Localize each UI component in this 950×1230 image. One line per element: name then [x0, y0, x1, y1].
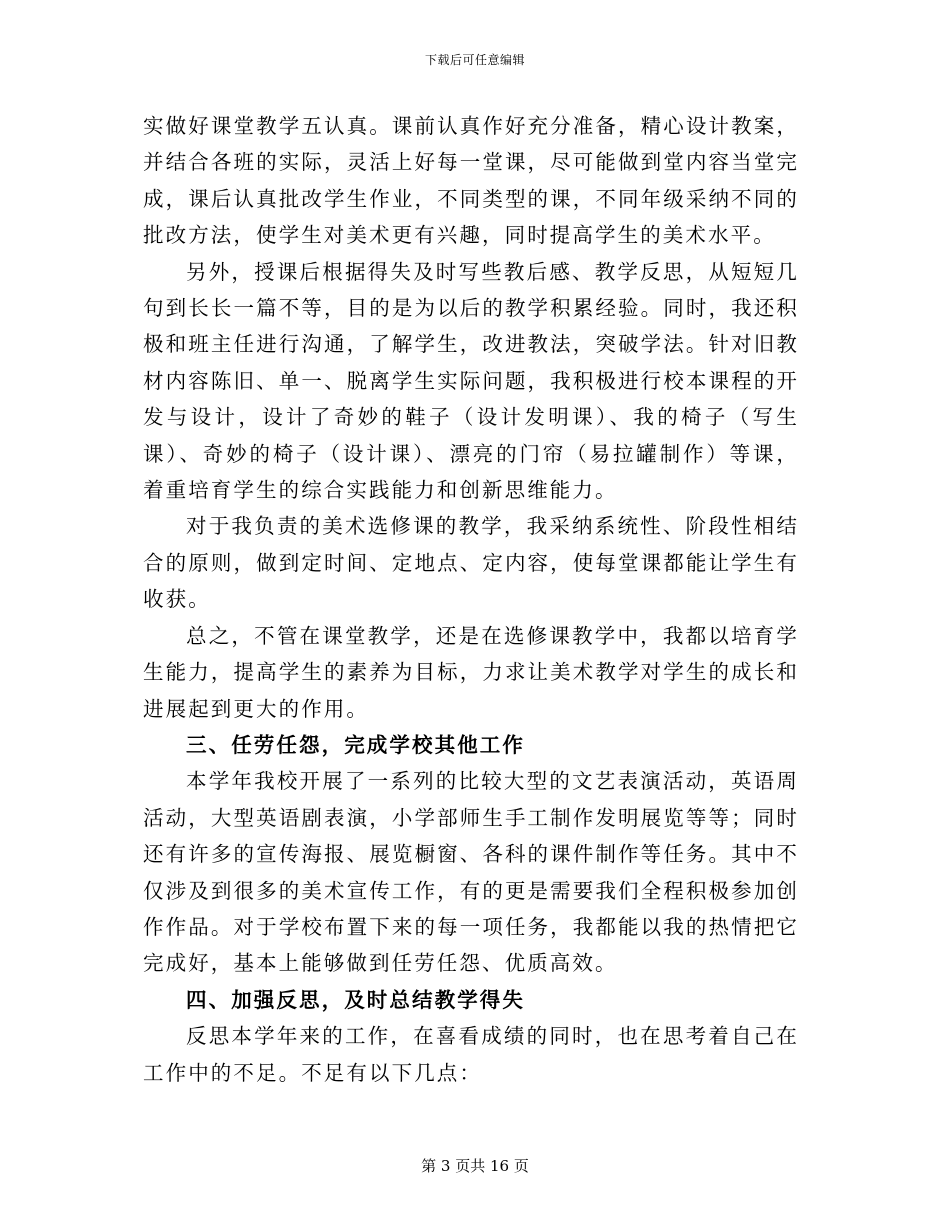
section-heading: 四、加强反思，及时总结教学得失	[186, 987, 525, 1012]
paragraph: 总之，不管在课堂教学，还是在选修课教学中，我都以培育学生能力，提高学生的素养为目标，力求让美术教学对学生的成长和进展起到更大的作用。	[143, 623, 799, 721]
paragraph: 对于我负责的美术选修课的教学，我采纳系统性、阶段性相结合的原则，做到定时间、定地点、定内容，使每堂课都能让学生有收获。	[143, 514, 799, 612]
page-header: 下载后可任意编辑	[424, 53, 525, 67]
paragraph: 本学年我校开展了一系列的比较大型的文艺表演活动，英语周活动，大型英语剧表演，小学部师生手工制作发明展览等等；同时还有许多的宣传海报、展览橱窗、各科的课件制作等任务。其中不仅涉及到很多的美术宣传工作，有的更是需要我们全程积极参加创作作品。对于学校布置下来的每一项任务，我都能以我的热情把它完成好，基本上能够做到任劳任怨、优质高效。	[143, 769, 799, 976]
section-heading: 三、任劳任怨，完成学校其他工作	[186, 732, 525, 757]
page-footer: 第 3 页共 16 页	[421, 1157, 529, 1175]
paragraph: 另外，授课后根据得失及时写些教后感、教学反思，从短短几句到长长一篇不等，目的是为以后的教学积累经验。同时，我还积极和班主任进行沟通，了解学生，改进教法，突破学法。针对旧教材内容陈旧、单一、脱离学生实际问题，我积极进行校本课程的开发与设计，设计了奇妙的鞋子（设计发明课）、我的椅子（写生课）、奇妙的椅子（设计课）、漂亮的门帘（易拉罐制作）等课，着重培育学生的综合实践能力和创新思维能力。	[143, 259, 799, 503]
document-body	[143, 108, 799, 1091]
paragraph: 实做好课堂教学五认真。课前认真作好充分准备，精心设计教案，并结合各班的实际，灵活上好每一堂课，尽可能做到堂内容当堂完成，课后认真批改学生作业，不同类型的课，不同年级采纳不同的批改方法，使学生对美术更有兴趣，同时提高学生的美术水平。	[143, 114, 799, 248]
paragraph: 反思本学年来的工作，在喜看成绩的同时，也在思考着自己在工作中的不足。不足有以下几点：	[143, 1024, 799, 1085]
